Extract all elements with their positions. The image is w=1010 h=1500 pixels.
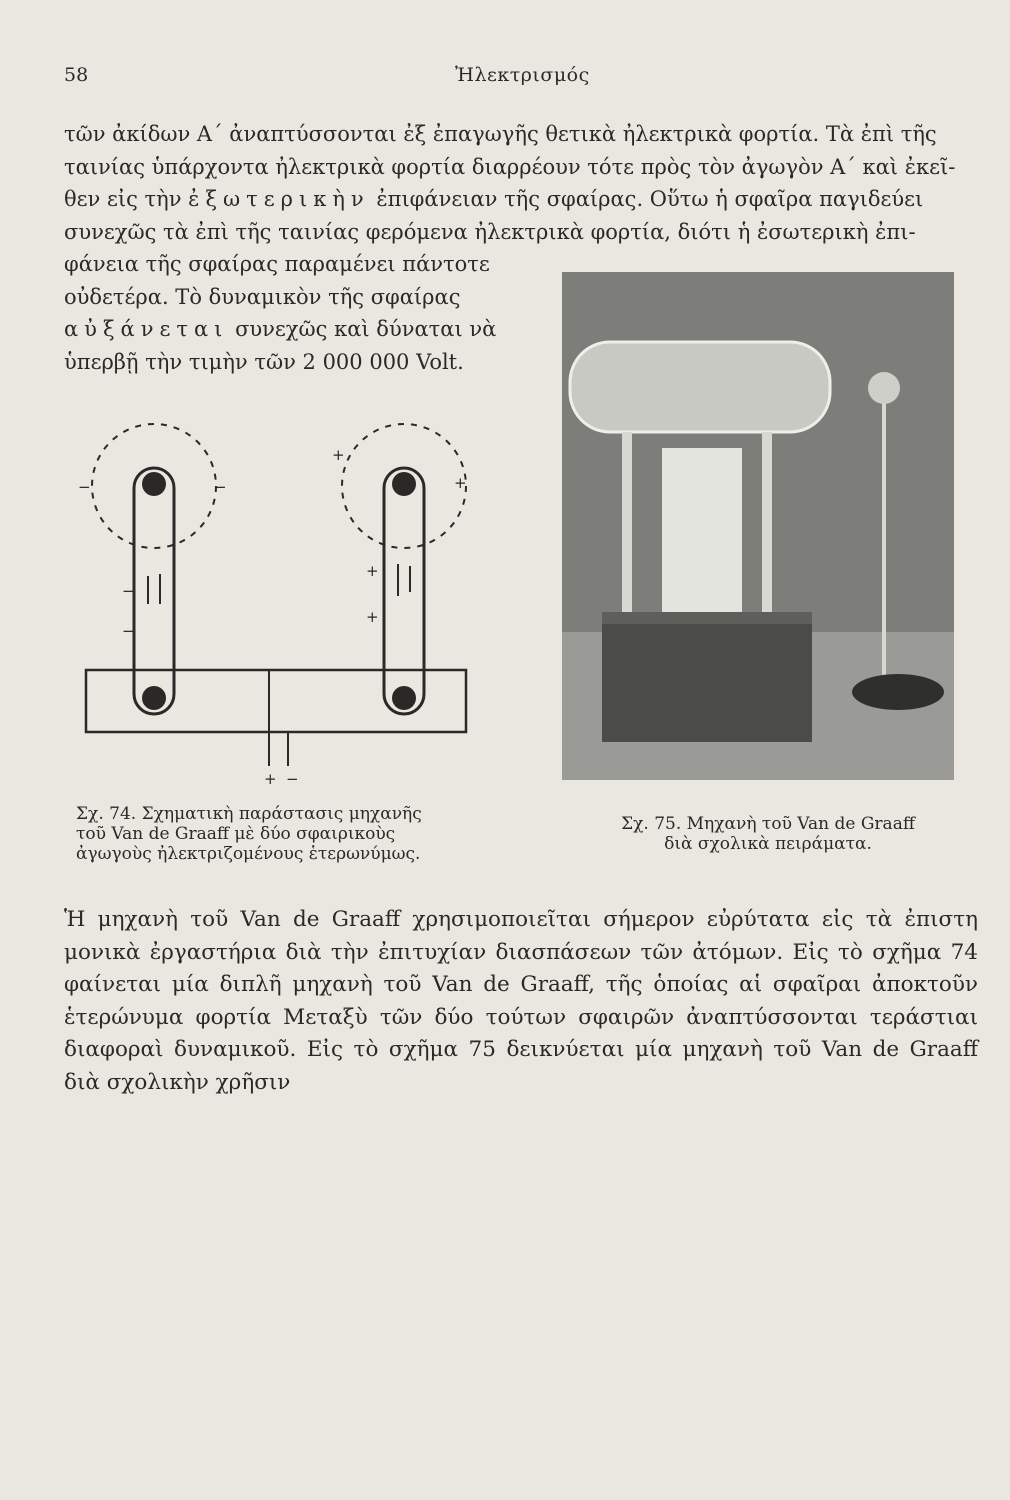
small-sphere — [868, 372, 900, 404]
text-line: φαίνεται μία διπλῆ μηχανὴ τοῦ Van de Graaff, τῆς ὁποίας αἱ σφαῖραι ἀποκτοῦν — [64, 972, 978, 997]
figure-75-caption — [568, 814, 968, 854]
minus-sign: − — [78, 478, 91, 496]
figure-74-diagram — [64, 396, 484, 796]
figure-75-photo — [562, 272, 954, 780]
text-segment: θεν εἰς τὴν — [64, 187, 182, 211]
emphasized-word: αὐξάνεται — [64, 317, 229, 341]
plus-sign: + — [366, 562, 379, 580]
van-de-graaff-schematic — [64, 396, 484, 796]
text-line: συνεχῶς τὰ ἐπὶ τῆς ταινίας φερόμενα ἠλεκτρικὰ φορτία, διότι ἡ ἐσωτερικὴ ἐπι- — [64, 219, 916, 244]
text-segment: ἐπιφάνειαν τῆς σφαίρας. Οὕτω ἡ σφαῖρα παγιδεύει — [376, 187, 924, 211]
right-top-pulley — [392, 472, 416, 496]
minus-sign: − — [286, 770, 299, 788]
right-bottom-pulley — [392, 686, 416, 710]
text-line: ὑπερβῇ τὴν τιμὴν τῶν 2 000 000 Volt. — [64, 349, 464, 374]
plus-sign: + — [366, 608, 379, 626]
text-line: διαφοραὶ δυναμικοῦ. Εἰς τὸ σχῆμα 75 δεικνύεται μία μηχανὴ τοῦ Van de Graaff — [64, 1037, 978, 1062]
text-line: ταινίας ὑπάρχοντα ἠλεκτρικὰ φορτία διαρρέουν τότε πρὸς τὸν ἀγωγὸν Α΄ καὶ ἐκεῖ- — [64, 154, 956, 179]
minus-sign: − — [122, 622, 135, 640]
text-line: διὰ σχολικὴν χρῆσιν — [64, 1069, 291, 1095]
plus-sign: + — [264, 770, 277, 788]
left-bottom-pulley — [142, 686, 166, 710]
glass-dome — [570, 342, 830, 432]
text-line: ἑτερώνυμα φορτία Μεταξὺ τῶν δύο τούτων σφαιρῶν ἀναπτύσσονται τεράστιαι — [64, 1004, 978, 1030]
text-line — [64, 183, 978, 216]
text-line: τῶν ἀκίδων Α΄ ἀναπτύσσονται ἐξ ἐπαγωγῆς θετικὰ ἠλεκτρικὰ φορτία. Τὰ ἐπὶ τῆς — [64, 122, 937, 146]
text-line: Ἡ μηχανὴ τοῦ Van de Graaff χρησιμοποιεῖται σήμερον εὐρύτατα εἰς τὰ ἐπιστη — [64, 907, 978, 932]
paper-sheet — [662, 448, 742, 618]
minus-sign: − — [214, 478, 227, 496]
plus-sign: + — [332, 446, 345, 464]
caption-line: Σχ. 75. Μηχανὴ τοῦ Van de Graaff — [621, 814, 915, 834]
emphasized-word: ἐξωτερικὴν — [188, 187, 370, 211]
text-line: μονικὰ ἐργαστήρια διὰ τὴν ἐπιτυχίαν διασπάσεων τῶν ἀτόμων. Εἰς τὸ σχῆμα 74 — [64, 939, 978, 965]
bottom-paragraph — [64, 904, 978, 1099]
right-column — [384, 468, 424, 714]
plus-sign: + — [454, 474, 467, 492]
figure-74-caption — [76, 804, 516, 864]
caption-line: διὰ σχολικὰ πειράματα. — [664, 834, 872, 854]
text-line: φάνεια τῆς σφαίρας παραμένει πάντοτε — [64, 252, 490, 276]
running-title: Ἠλεκτρισμός — [455, 64, 590, 86]
text-segment: συνεχῶς καὶ δύναται νὰ — [235, 317, 497, 341]
page-number: 58 — [64, 64, 89, 86]
left-column — [134, 468, 174, 714]
left-top-pulley — [142, 472, 166, 496]
text-line: οὐδετέρα. Τὸ δυναμικὸν τῆς σφαίρας — [64, 284, 461, 309]
machine-base — [602, 612, 812, 742]
minus-sign: − — [122, 582, 135, 600]
caption-line: τοῦ Van de Graaff μὲ δύο σφαιρικοὺς — [76, 824, 396, 844]
school-van-de-graaff-photo — [562, 272, 954, 780]
caption-line: Σχ. 74. Σχηματικὴ παράστασις μηχανῆς — [76, 804, 422, 824]
caption-line: ἀγωγοὺς ἠλεκτριζομένους ἑτερωνύμως. — [76, 844, 421, 864]
